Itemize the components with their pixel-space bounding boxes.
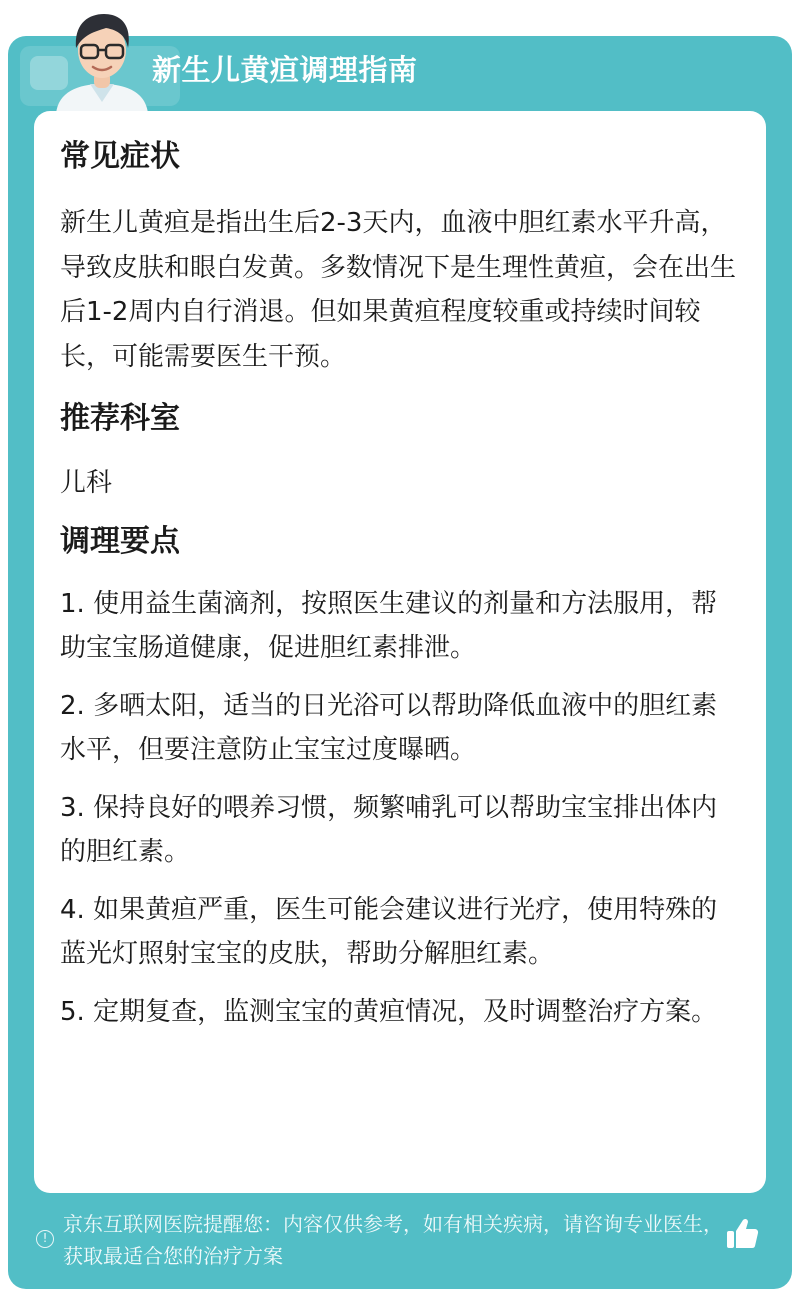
care-item: 2. 多晒太阳，适当的日光浴可以帮助降低血液中的胆红素水平，但要注意防止宝宝过度曝晒。	[60, 690, 718, 765]
care-item: 5. 定期复查，监测宝宝的黄疸情况，及时调整治疗方案。	[60, 996, 718, 1027]
care-title: 调理要点	[60, 523, 180, 559]
care-item: 1. 使用益生菌滴剂，按照医生建议的剂量和方法服用，帮助宝宝肠道健康，促进胆红素排泄。	[60, 588, 718, 663]
department-text: 儿科	[60, 468, 113, 498]
department-title: 推荐科室	[60, 401, 180, 436]
info-circle-icon: !	[36, 1230, 54, 1248]
care-item: 4. 如果黄疸严重，医生可能会建议进行光疗，使用特殊的蓝光灯照射宝宝的皮肤，帮助分解胆红素。	[60, 894, 718, 969]
doctor-avatar	[48, 6, 156, 114]
disclaimer-text: 京东互联网医院提醒您：内容仅供参考，如有相关疾病，请咨询专业医生，获取最适合您的治疗方案	[63, 1212, 723, 1268]
page-title: 新生儿黄疸调理指南	[152, 53, 418, 87]
care-item: 3. 保持良好的喂养习惯，频繁哺乳可以帮助宝宝排出体内的胆红素。	[60, 792, 718, 867]
care-list	[60, 582, 740, 1035]
card-content	[60, 135, 740, 1034]
thumbs-up-icon[interactable]	[724, 1216, 760, 1252]
symptoms-text: 新生儿黄疸是指出生后2-3天内，血液中胆红素水平升高，导致皮肤和眼白发黄。多数情况下是生理性黄疸，会在出生后1-2周内自行消退。但如果黄疸程度较重或持续时间较长，可能需要医生干预。	[60, 208, 737, 372]
symptoms-title: 常见症状	[60, 139, 180, 174]
content-card	[34, 111, 766, 1193]
